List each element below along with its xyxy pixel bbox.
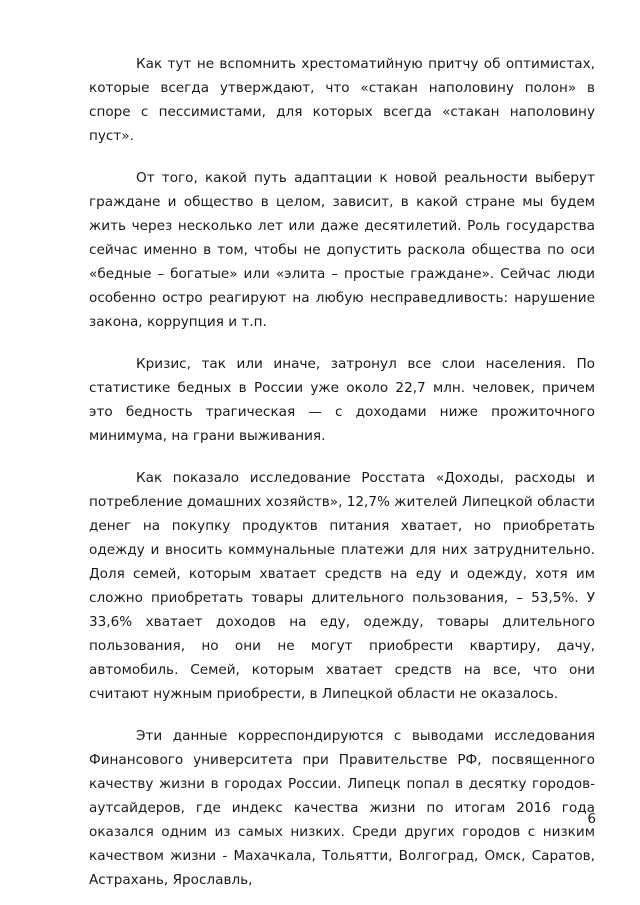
document-page [89,52,595,892]
paragraph-adaptation: От того, какой путь адаптации к новой реальности выберут граждане и общество в целом, зависит, в какой стране мы будем жить через несколько лет или даже десятилетий. Роль государства сейчас именно в том, чтобы не допустить раскола общества по оси «бедные – богатые» или «элита – простые граждане». Сейчас люди особенно остро реагируют на любую несправедливость: нарушение закона, коррупция и т.п. [89,170,595,330]
paragraph-rosstat: Как показало исследование Росстата «Доходы, расходы и потребление домашних хозяйств», 12,7% жителей Липецкой области денег на покупку продуктов питания хватает, но приобретать одежду и вносить коммунальные платежи для них затруднительно. Доля семей, которым хватает средств на еду и одежду, хотя им сложно приобретать товары длительного пользования, – 53,5%. У 33,6% хватает доходов на еду, одежду, товары длительного пользования, но они не могут приобрести квартиру, дачу, автомобиль. Семей, которым хватает средств на все, что они считают нужным приобрести, в Липецкой области не оказалось. [89,470,596,702]
paragraph-optimists: Как тут не вспомнить хрестоматийную притчу об оптимистах, которые всегда утверждают, что «стакан наполовину полон» в споре с пессимистами, для которых всегда «стакан наполовину пуст». [89,56,595,144]
paragraph-crisis: Кризис, так или иначе, затронул все слои населения. По статистике бедных в России уже около 22,7 млн. человек, причем это бедность трагическая — с доходами ниже прожиточного минимума, на грани выживания. [89,356,595,444]
page-number: 6 [587,811,596,827]
paragraph-university: Эти данные корреспондируются с выводами исследования Финансового университета при Правительстве РФ, посвященного качеству жизни в городах России. Липецк попал в десятку городов-аутсайдеров, где индекс качества жизни по итогам 2016 года оказался одним из самых низких. Среди других городов с низким качеством жизни - Махачкала, Тольятти, Волгоград, Омск, Саратов, Астрахань, Ярославль, [89,728,595,888]
